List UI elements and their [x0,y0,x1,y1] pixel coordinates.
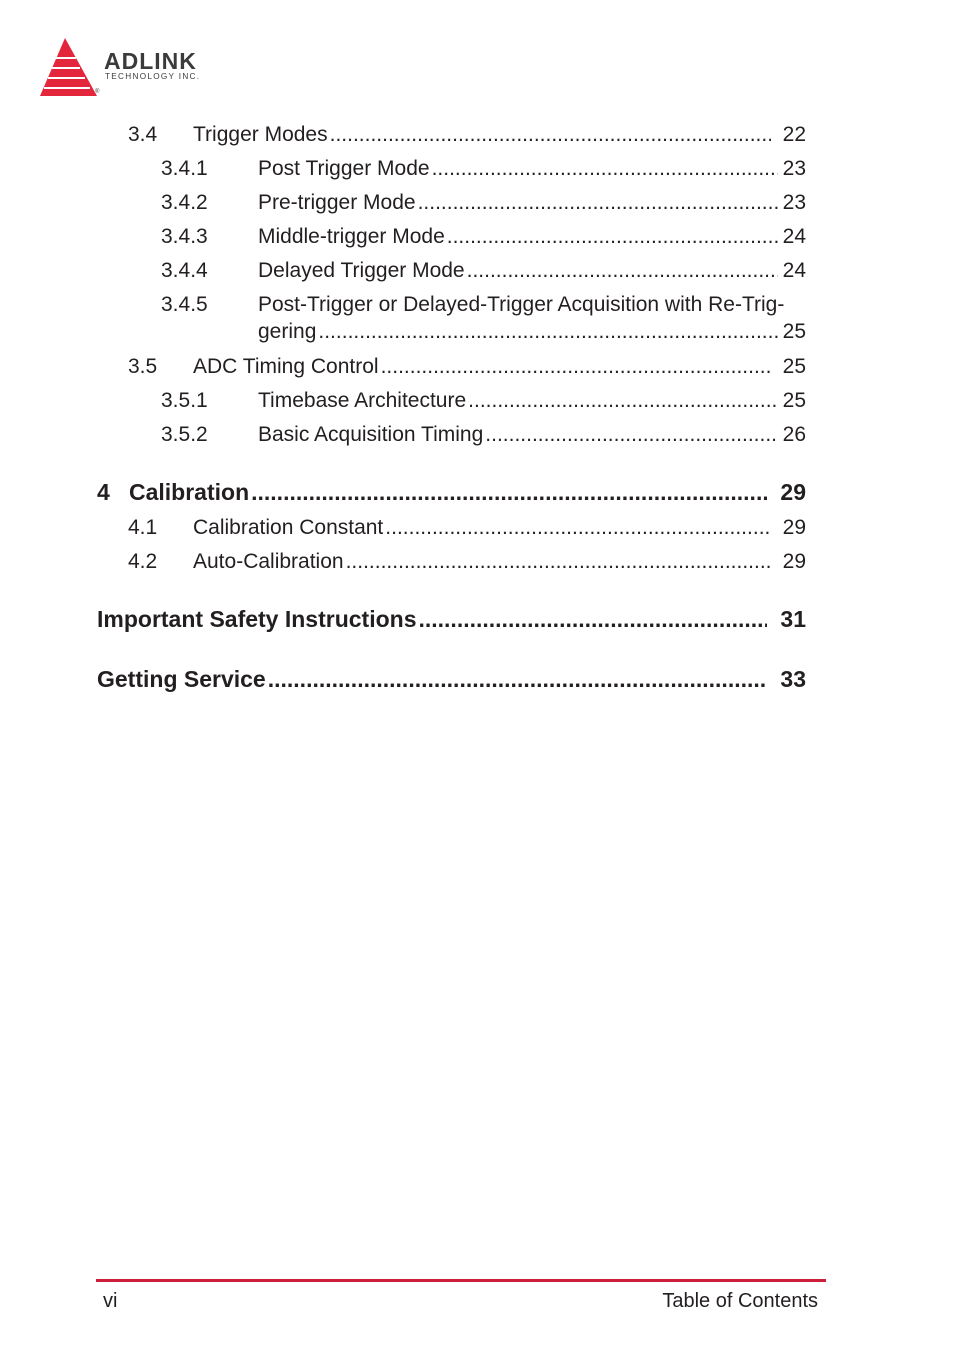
toc-entry-4[interactable] [0,479,954,509]
toc-entry-3-5-1[interactable] [0,389,954,415]
toc-title: Post Trigger Mode [258,157,430,180]
toc-chapter-title: Getting Service [97,666,266,692]
leader-dots [467,259,778,283]
toc-number: 3.4 [128,123,158,146]
toc-title: Basic Acquisition Timing [258,423,484,446]
toc-entry-3-4-5-continued[interactable] [0,320,954,346]
toc-entry-service[interactable] [0,666,954,696]
adlink-triangle-icon [40,38,100,98]
registered-mark: ® [95,89,100,95]
toc-page: 26 [782,423,806,446]
toc-title: Trigger Modes [193,123,328,146]
leader-dots [447,225,778,249]
toc-entry-3-4-2[interactable] [0,191,954,217]
toc-page: 23 [782,191,806,214]
toc-number: 3.4.3 [161,225,208,248]
toc-entry-3-4-3[interactable] [0,225,954,251]
leader-dots [385,516,771,540]
toc-number: 4.2 [128,550,158,573]
toc-page: 22 [782,123,806,146]
toc-page: 29 [782,550,806,573]
toc-entry-3-4-4[interactable] [0,259,954,285]
toc-title: ADC Timing Control [193,355,379,378]
toc-number: 3.4.1 [161,157,208,180]
brand-name: ADLINK [104,48,197,74]
footer-rule [96,1279,826,1282]
toc-page: 33 [780,666,806,692]
footer-page-number: vi [103,1290,118,1312]
toc-number: 4.1 [128,516,158,539]
toc-chapter-title: Important Safety Instructions [97,606,417,632]
toc-number: 3.4.2 [161,191,208,214]
toc-page: 24 [782,225,806,248]
leader-dots [346,550,771,574]
leader-dots [330,123,771,147]
toc-chapter-title: Calibration [129,479,250,505]
leader-dots [251,479,767,506]
toc-number: 3.5.1 [161,389,208,412]
toc-entry-3-5[interactable] [0,355,954,381]
toc-entry-4-1[interactable] [0,516,954,542]
toc-title: Calibration Constant [193,516,384,539]
toc-entry-3-4-1[interactable] [0,157,954,183]
toc-title: Delayed Trigger Mode [258,259,465,282]
toc-chapter-number: 4 [97,479,110,505]
toc-title: Auto-Calibration [193,550,344,573]
toc-entry-3-4-5[interactable] [0,293,954,319]
toc-entry-3-4[interactable] [0,123,954,149]
footer-section-title: Table of Contents [662,1290,818,1312]
toc-page: 25 [782,355,806,378]
toc-entry-safety[interactable] [0,606,954,636]
leader-dots [418,606,767,633]
toc-page: 31 [780,606,806,632]
toc-entry-4-2[interactable] [0,550,954,576]
leader-dots [318,320,778,344]
toc-page: 25 [782,320,806,343]
leader-dots [468,389,778,413]
leader-dots [418,191,778,215]
leader-dots [432,157,778,181]
toc-page: 25 [782,389,806,412]
leader-dots [268,666,767,693]
toc-title: Pre-trigger Mode [258,191,416,214]
adlink-logo [40,38,240,100]
toc-title-line-1: Post-Trigger or Delayed-Trigger Acquisition with Re-Trig- [258,293,785,316]
toc-number: 3.5.2 [161,423,208,446]
leader-dots [381,355,771,379]
toc-title: Middle-trigger Mode [258,225,445,248]
toc-number: 3.4.5 [161,293,208,316]
brand-subtitle: TECHNOLOGY INC. [105,72,201,81]
leader-dots [485,423,778,447]
toc-page: 29 [782,516,806,539]
toc-title-line-2: gering [258,320,317,343]
toc-page: 29 [780,479,806,505]
toc-page: 23 [782,157,806,180]
toc-number: 3.5 [128,355,158,378]
toc-page: 24 [782,259,806,282]
toc-title: Timebase Architecture [258,389,467,412]
toc-entry-3-5-2[interactable] [0,423,954,449]
toc-number: 3.4.4 [161,259,208,282]
